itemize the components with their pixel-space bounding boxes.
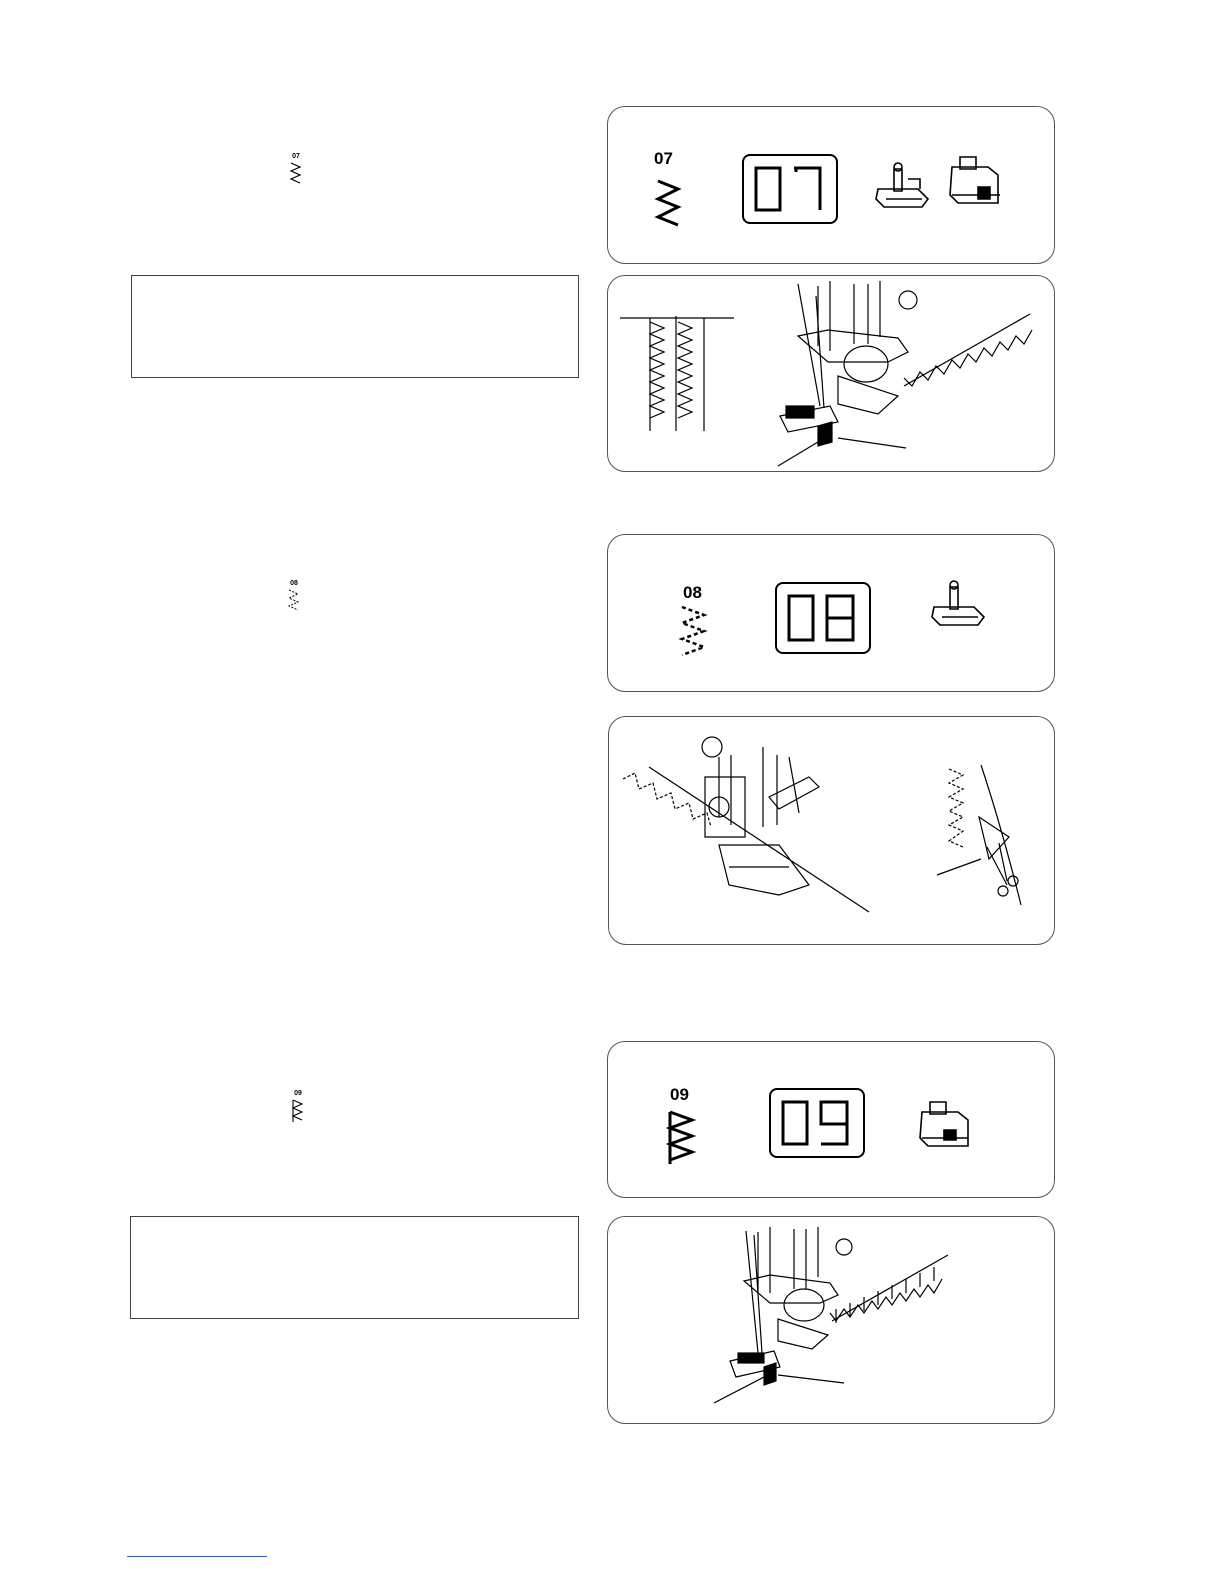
- note-box-09: [130, 1216, 579, 1319]
- sewing-illustration-07: [607, 275, 1055, 472]
- presser-feet-illustrations-08: [608, 535, 1054, 691]
- zigzag-foot-icon: [932, 581, 984, 625]
- note-box-07: [131, 275, 579, 378]
- pattern-07-panel: [607, 106, 1055, 264]
- pattern-09-panel: [607, 1041, 1055, 1198]
- sewing-illustration-08: [608, 716, 1055, 945]
- presser-feet-illustrations-09: [608, 1042, 1054, 1197]
- stitch-07-mini-number: 07: [292, 153, 300, 160]
- stitch-08-mini-icon: [284, 580, 304, 619]
- stitch-08-mini-number: 08: [290, 580, 298, 587]
- stitch-09-mini-icon: [288, 1090, 308, 1129]
- pattern-08-number: 08: [683, 583, 702, 602]
- pattern-07-number: 07: [654, 149, 673, 168]
- stitch-09-mini-number: 09: [294, 1090, 302, 1097]
- pattern-08-panel: [607, 534, 1055, 692]
- pattern-09-number: 09: [670, 1085, 689, 1104]
- sewing-illustration-09: [607, 1216, 1055, 1424]
- zigzag-seam-illustration: [608, 276, 1054, 471]
- multi-zigzag-sewing-illustration: [609, 717, 1054, 944]
- stitch-07-mini-icon: [286, 153, 306, 192]
- presser-feet-illustrations-07: [608, 107, 1054, 263]
- overedge-foot-icon: [950, 157, 1000, 203]
- zigzag-foot-icon: [876, 163, 928, 207]
- overcast-sewing-illustration: [608, 1217, 1054, 1423]
- footer-rule: [127, 1556, 267, 1557]
- overedge-foot-icon: [920, 1102, 968, 1146]
